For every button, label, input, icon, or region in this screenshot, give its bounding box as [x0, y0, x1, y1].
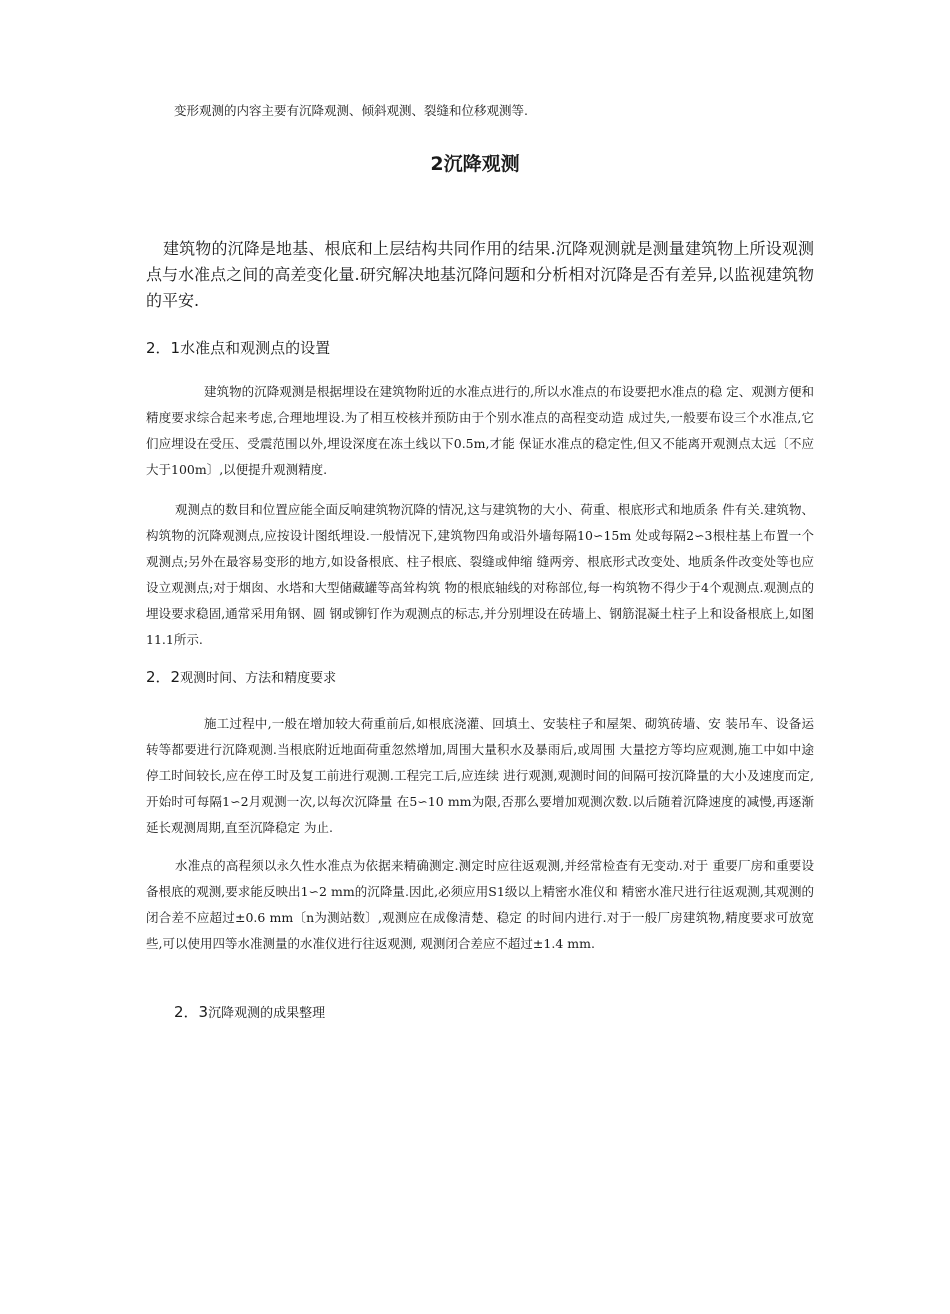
section-2-1-number: 2．1 — [146, 339, 181, 357]
section-2-1-paragraph-2: 观测点的数目和位置应能全面反响建筑物沉降的情况,这与建筑物的大小、荷重、根底形式和地质条 件有关.建筑物、构筑物的沉降观测点,应按设计图纸埋设.一般情况下,建筑物四角或沿外墙每隔10∽15m 处或每隔2∽3根柱基上布置一个观测点;另外在最容易变形的地方,如设备根底、柱子根底、裂缝或伸缩 缝两旁、根底形式改变处、地质条件改变处等也应设立观测点;对于烟囱、水塔和大型储藏罐等高耸构筑 物的根底轴线的对称部位,每一构筑物不得少于4个观测点.观测点的埋设要求稳固,通常采用角钢、圆 钢或铆钉作为观测点的标志,并分别埋设在砖墙上、钢筋混凝土柱子上和设备根底上,如图11.1所示. — [146, 502, 814, 647]
section-title: 2沉降观测 — [430, 153, 520, 175]
section-2-1-heading — [146, 337, 330, 359]
section-2-2-paragraph-1: 施工过程中,一般在增加较大荷重前后,如根底浇灌、回填土、安装柱子和屋架、砌筑砖墙、安 装吊车、设备运转等都要进行沉降观测.当根底附近地面荷重忽然增加,周围大量积水及暴雨后,或周围 大量挖方等均应观测,施工中如中途停工时间较长,应在停工时及复工前进行观测.工程完工后,应连续 进行观测,观测时间的间隔可按沉降量的大小及速度而定,开始时可每隔1∽2月观测一次,以每次沉降量 在5∽10 mm为限,否那么要增加观测次数.以后随着沉降速度的减慢,再逐渐延长观测周期,直至沉降稳定 为止. — [146, 716, 814, 835]
section-2-2-number: 2．2 — [146, 668, 181, 686]
section-2-3-title: 沉降观测的成果整理 — [208, 1006, 326, 1021]
intro-text: 变形观测的内容主要有沉降观测、倾斜观测、裂缝和位移观测等. — [174, 103, 528, 118]
section-2-2-paragraph-2: 水准点的高程须以永久性水准点为依据来精确测定.测定时应往返观测,并经常检查有无变动.对于 重要厂房和重要设备根底的观测,要求能反映出1∽2 mm的沉降量.因此,必须应用S1级以上精密水准仪和 精密水准尺进行往返观测,其观测的闭合差不应超过±0.6 mm〔n为测站数〕,观测应在成像清楚、稳定 的时间内进行.对于一般厂房建筑物,精度要求可放宽些,可以使用四等水准测量的水准仪进行往返观测, 观测闭合差应不超过±1.4 mm. — [146, 858, 814, 951]
section-2-2-title: 观测时间、方法和精度要求 — [180, 671, 337, 686]
section-2-2-heading — [146, 666, 336, 690]
section-2-3-heading — [174, 1001, 325, 1025]
lead-paragraph: 建筑物的沉降是地基、根底和上层结构共同作用的结果.沉降观测就是测量建筑物上所设观测点与水准点之间的高差变化量.研究解决地基沉降问题和分析相对沉降是否有差异,以监视建筑物的平安. — [146, 239, 814, 310]
section-2-3-number: 2．3 — [174, 1003, 209, 1021]
section-2-1-paragraph-1: 建筑物的沉降观测是根据埋设在建筑物附近的水准点进行的,所以水准点的布设要把水准点的稳 定、观测方便和精度要求综合起来考虑,合理地埋设.为了相互校核并预防由于个别水准点的高程变动造 成过失,一般要布设三个水准点,它们应埋设在受压、受震范围以外,埋设深度在冻土线以下0.5m,才能 保证水准点的稳定性,但又不能离开观测点太远〔不应大于100m〕,以便提升观测精度. — [146, 384, 814, 477]
section-2-1-title: 水准点和观测点的设置 — [180, 339, 331, 357]
